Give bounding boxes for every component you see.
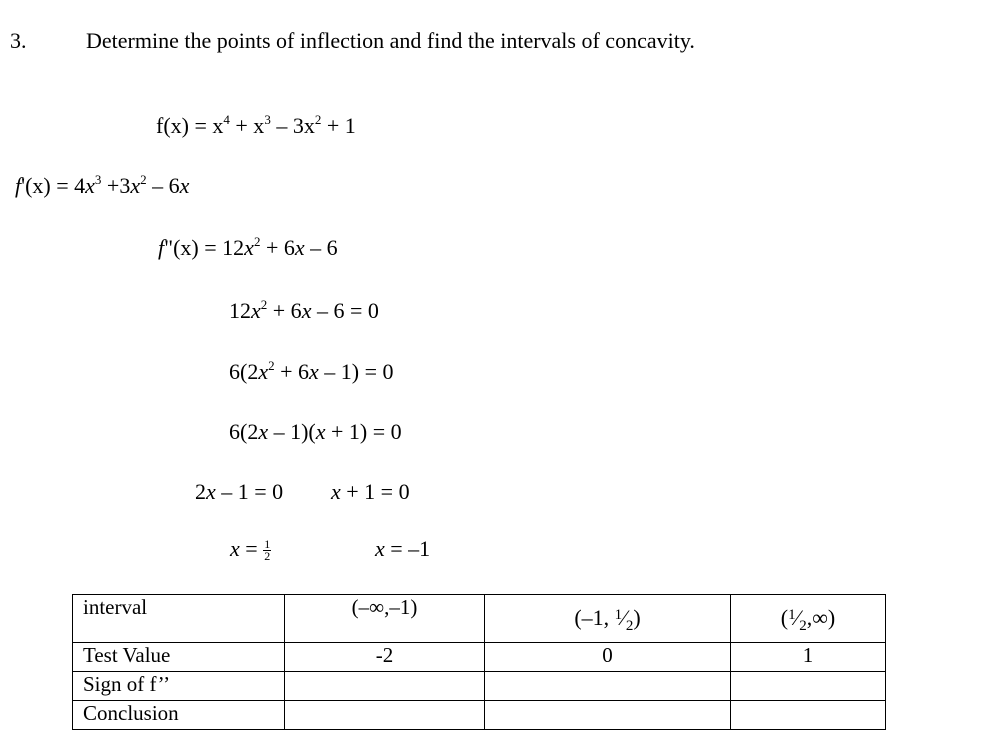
root-negative-one [375, 536, 430, 562]
term: ( [780, 605, 789, 630]
first-derivative [15, 173, 189, 199]
interval-3-expr [780, 605, 836, 634]
header-interval-3 [731, 595, 886, 643]
denominator: 2 [625, 618, 634, 634]
table-cell [485, 701, 731, 730]
term: + 6 [267, 298, 302, 323]
term: = –1 [384, 536, 431, 561]
table-cell [485, 672, 731, 701]
term: + 6 [260, 235, 295, 260]
table-cell: 1 [731, 643, 886, 672]
step-set-zero [229, 298, 379, 324]
term: ) [633, 605, 641, 630]
table-cell: -2 [285, 643, 485, 672]
var: x [258, 419, 269, 444]
var: x [375, 536, 385, 561]
term: – 1)( [268, 419, 316, 444]
header-label: interval [73, 595, 285, 643]
term: 6(2 [229, 419, 259, 444]
exp: 4 [223, 112, 230, 127]
row-label: Conclusion [73, 701, 285, 730]
exp: 2 [260, 297, 268, 312]
term: – 6 [146, 173, 180, 198]
term: + 1) = 0 [325, 419, 402, 444]
slash: ⁄ [622, 605, 626, 630]
term: 12 [229, 298, 251, 323]
term: – 6 = 0 [311, 298, 379, 323]
problem-number: 3. [10, 28, 27, 53]
header-interval-2 [485, 595, 731, 643]
var: x [179, 173, 190, 198]
term: (–1, [574, 605, 615, 630]
step-root-eq-1 [195, 479, 283, 505]
numerator: 1 [788, 607, 796, 623]
var: x [206, 479, 216, 504]
term: "(x) = 12 [164, 235, 245, 260]
concavity-table [72, 594, 886, 730]
header-interval-1: (–∞,–1) [285, 595, 485, 643]
function-lhs: f(x) = x [156, 113, 224, 138]
table-cell [731, 672, 886, 701]
term: + 6 [274, 359, 310, 384]
table-header-row [73, 595, 886, 643]
f-symbol: f [158, 235, 165, 260]
var: x [251, 298, 261, 323]
term: – 3x [270, 113, 315, 138]
step-root-eq-2 [331, 479, 410, 505]
exp: 2 [314, 112, 322, 127]
table-row [73, 672, 886, 701]
table-cell: 0 [485, 643, 731, 672]
second-derivative [158, 235, 338, 261]
table-cell [731, 701, 886, 730]
root-one-half [230, 536, 271, 562]
fraction-one-half [263, 539, 271, 562]
term: ,∞) [806, 605, 836, 630]
step-factored [229, 419, 402, 445]
f-symbol: f [15, 173, 22, 198]
term: + 1 [321, 113, 356, 138]
table-cell [285, 701, 485, 730]
var: x [230, 536, 240, 561]
denominator: 2 [799, 618, 807, 634]
term: = [239, 536, 264, 561]
term: 6(2 [229, 359, 259, 384]
interval-2-expr [574, 605, 641, 634]
numerator: 1 [614, 607, 623, 623]
var: x [309, 359, 319, 384]
row-label: Sign of f’’ [73, 672, 285, 701]
row-label: Test Value [73, 643, 285, 672]
exp: 2 [140, 172, 147, 187]
term: + 1 = 0 [340, 479, 410, 504]
denominator: 2 [264, 549, 271, 564]
term: – 6 [304, 235, 338, 260]
step-factor-out [229, 359, 394, 385]
term: '(x) = 4 [21, 173, 86, 198]
term: 2 [195, 479, 206, 504]
var: x [85, 173, 95, 198]
function-definition [156, 113, 356, 139]
var: x [301, 298, 312, 323]
var: x [294, 235, 305, 260]
term: – 1) = 0 [318, 359, 394, 384]
var: x [315, 419, 326, 444]
table-row [73, 701, 886, 730]
term: +3 [101, 173, 131, 198]
problem-prompt: Determine the points of inflection and find the intervals of concavity. [86, 28, 695, 53]
slash: ⁄ [795, 605, 800, 630]
numerator: 1 [264, 537, 271, 552]
exp: 3 [264, 112, 271, 127]
table-cell [285, 672, 485, 701]
var: x [130, 173, 141, 198]
term: – 1 = 0 [215, 479, 284, 504]
exp: 2 [253, 234, 261, 249]
table-row [73, 643, 886, 672]
exp: 2 [268, 358, 275, 373]
var: x [244, 235, 254, 260]
term: + x [229, 113, 265, 138]
var: x [258, 359, 269, 384]
exp: 3 [94, 172, 102, 187]
var: x [331, 479, 341, 504]
